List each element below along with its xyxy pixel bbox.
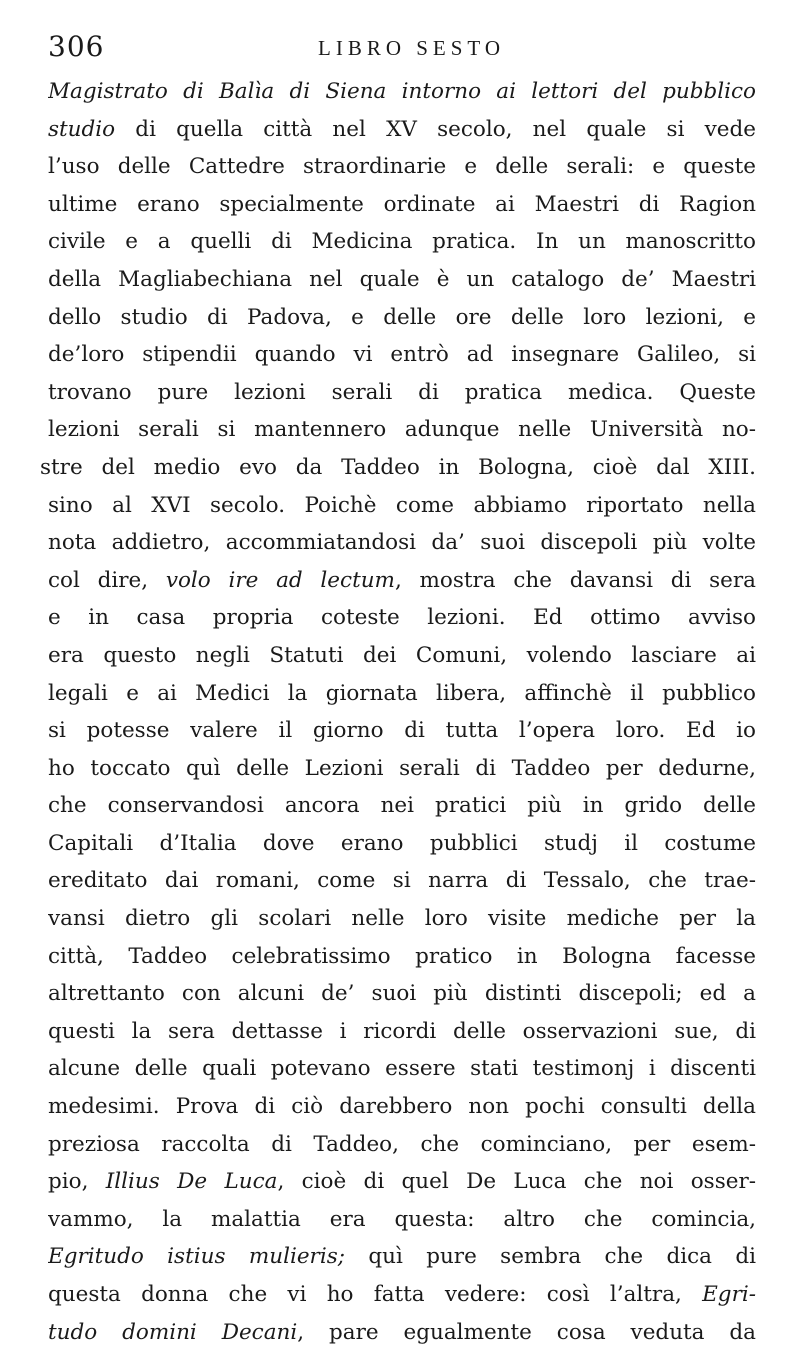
- text-line: [48, 73, 756, 111]
- text-line: [48, 787, 756, 825]
- text-segment: , cioè di quel De Luca che noi osser-: [277, 1169, 756, 1195]
- text-line: [48, 411, 756, 449]
- text-segment: , pare egualmente cosa veduta da: [297, 1319, 756, 1345]
- text-line: [48, 223, 756, 261]
- body-text: [40, 73, 756, 1351]
- text-segment: città, Taddeo celebratissimo pratico in Bologna facesse: [48, 943, 756, 969]
- text-segment: l’uso delle Cattedre straordinarie e delle serali: e queste: [48, 154, 756, 180]
- text-line: [48, 148, 756, 186]
- text-segment: si potesse valere il giorno di tutta l’opera loro. Ed io: [48, 718, 756, 744]
- text-segment: quì pure sembra che dica di: [344, 1244, 756, 1270]
- text-segment: sino al XVI secolo. Poichè come abbiamo riportato nella: [48, 492, 756, 518]
- italic-text-segment: Egritudo istius mulieris;: [48, 1244, 345, 1270]
- text-segment: , mostra che davansi di sera: [394, 567, 756, 593]
- text-line: [48, 487, 756, 525]
- text-segment: che conservandosi ancora nei pratici più in grido delle: [48, 793, 756, 819]
- italic-text-segment: Illius De Luca: [105, 1169, 278, 1195]
- text-line: [48, 374, 756, 412]
- text-line: [48, 299, 756, 337]
- text-segment: questi la sera dettasse i ricordi delle osservazioni sue, di: [48, 1018, 756, 1044]
- text-line: [48, 1314, 756, 1351]
- text-segment: della Magliabechiana nel quale è un catalogo de’ Maestri: [48, 266, 756, 292]
- text-line: [48, 712, 756, 750]
- text-line: [48, 900, 756, 938]
- text-segment: col dire,: [48, 567, 166, 593]
- text-line: [48, 336, 756, 374]
- italic-text-segment: volo ire ad lectum: [165, 567, 395, 593]
- page-number: 306: [48, 30, 105, 63]
- text-line: [48, 637, 756, 675]
- text-line: [48, 862, 756, 900]
- text-line: [48, 186, 756, 224]
- text-line: [48, 1088, 756, 1126]
- text-segment: ho toccato quì delle Lezioni serali di Taddeo per dedurne,: [48, 755, 756, 781]
- text-line: [48, 562, 756, 600]
- italic-text-segment: tudo domini Decani: [48, 1319, 298, 1345]
- text-line: [48, 750, 756, 788]
- text-line: [48, 675, 756, 713]
- text-segment: pio,: [48, 1169, 106, 1195]
- text-segment: ultime erano specialmente ordinate ai Maestri di Ragion: [48, 191, 756, 217]
- text-line: [48, 261, 756, 299]
- italic-text-segment: Magistrato di Balìa di Siena intorno ai lettori del pubblico: [48, 79, 756, 104]
- text-line: [48, 1238, 756, 1276]
- text-segment: nota addietro, accommiatandosi da’ suoi discepoli più volte: [48, 530, 756, 556]
- text-segment: legali e ai Medici la giornata libera, affinchè il pubblico: [48, 680, 756, 706]
- text-line: [48, 599, 756, 637]
- text-segment: questa donna che vi ho fatta vedere: così l’altra,: [48, 1282, 703, 1307]
- text-line: [48, 1013, 756, 1051]
- text-line: [48, 1050, 756, 1088]
- text-line: [48, 938, 756, 976]
- text-line: [48, 524, 756, 562]
- text-segment: ereditato dai romani, come si narra di Tessalo, che trae-: [48, 868, 756, 894]
- italic-text-segment: studio: [48, 116, 116, 142]
- text-segment: di quella città nel XV secolo, nel quale si vede: [115, 116, 756, 142]
- text-segment: era questo negli Statuti dei Comuni, volendo lasciare ai: [48, 642, 756, 668]
- text-line: [48, 111, 756, 149]
- text-segment: preziosa raccolta di Taddeo, che cominciano, per esem-: [48, 1131, 756, 1157]
- text-segment: stre del medio evo da Taddeo in Bologna, cioè dal XIII.: [40, 454, 756, 480]
- text-segment: medesimi. Prova di ciò darebbero non pochi consulti della: [48, 1094, 756, 1120]
- text-segment: Capitali d’Italia dove erano pubblici studj il costume: [48, 830, 756, 856]
- text-line: [48, 825, 756, 863]
- text-line: [48, 975, 756, 1013]
- text-segment: alcune delle quali potevano essere stati testimonj i discenti: [48, 1056, 756, 1082]
- text-line: [48, 1276, 756, 1314]
- text-segment: lezioni serali si mantennero adunque nelle Università no-: [48, 417, 756, 443]
- text-segment: trovano pure lezioni serali di pratica medica. Queste: [48, 379, 756, 405]
- text-segment: e in casa propria coteste lezioni. Ed ottimo avviso: [48, 605, 756, 631]
- running-head: [48, 30, 756, 70]
- section-title: LIBRO SESTO: [318, 36, 506, 60]
- text-segment: vammo, la malattia era questa: altro che comincia,: [48, 1206, 756, 1232]
- text-segment: vansi dietro gli scolari nelle loro visite mediche per la: [48, 906, 756, 932]
- text-line: [48, 1201, 756, 1239]
- text-segment: de’loro stipendii quando vi entrò ad insegnare Galileo, si: [48, 342, 756, 368]
- text-line: [40, 449, 756, 487]
- text-line: [48, 1126, 756, 1164]
- text-segment: altrettanto con alcuni de’ suoi più distinti discepoli; ed a: [48, 981, 756, 1007]
- text-segment: civile e a quelli di Medicina pratica. In un manoscritto: [48, 229, 756, 255]
- text-line: [48, 1163, 756, 1201]
- text-segment: dello studio di Padova, e delle ore delle loro lezioni, e: [48, 304, 756, 330]
- italic-text-segment: Egri-: [702, 1282, 756, 1307]
